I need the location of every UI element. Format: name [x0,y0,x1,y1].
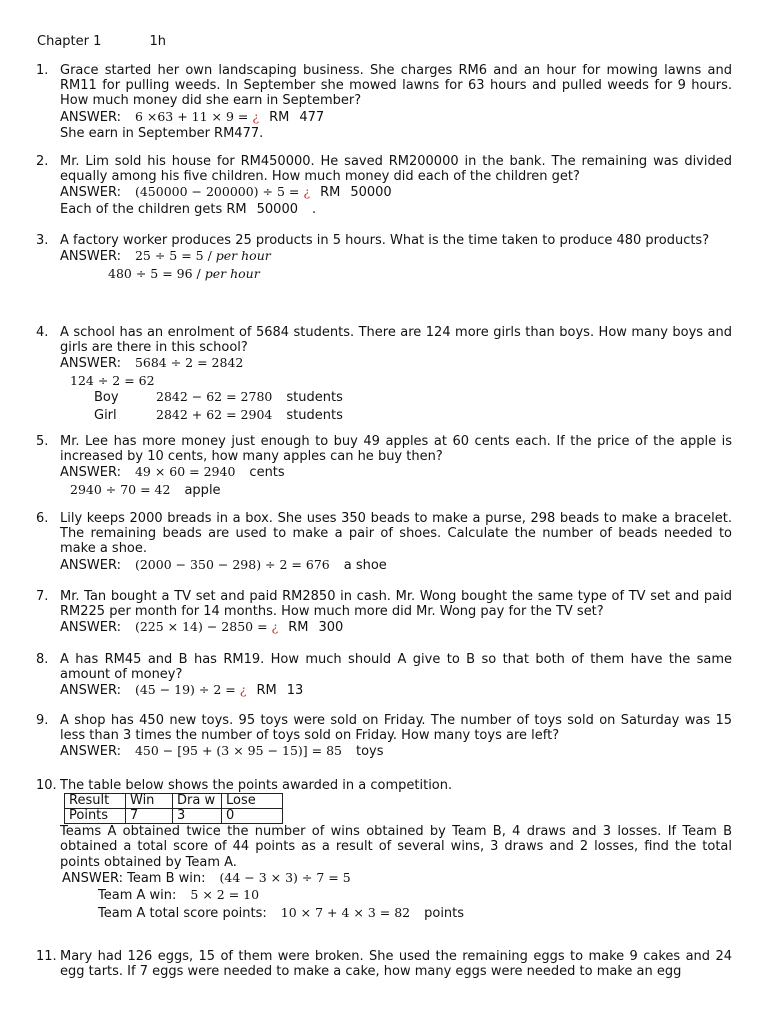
question-9 [36,713,732,761]
points-table [64,793,283,824]
answer-expression: 2940 ÷ 70 = 42 [70,481,171,497]
question-number: 3. [36,233,49,248]
question-number: 11. [36,949,57,964]
answer-label: ANSWER: [60,683,121,699]
question-text-continued: Teams A obtained twice the number of wins obtained by Team B, 4 draws and 3 losses. If Team B obtained a total score of 44 points as a result of several wins, 3 draws and 2 losses, find the total points obtained by Team A. [60,824,732,870]
question-number: 2. [36,154,49,169]
table-header-cell: Win [126,794,173,809]
answer-expression: 5 × 2 = 10 [190,887,260,903]
question-text: A has RM45 and B has RM19. How much should A give to B so that both of them have the same amount of money? [60,652,732,683]
question-number: 5. [36,434,49,449]
answer-expression: 49 × 60 = 2940 [134,464,236,480]
answer-glyph: ¿ [303,184,311,200]
conclusion-text: Each of the children gets RM [60,201,247,217]
answer-expression: (2000 − 350 − 298) ÷ 2 = 676 [134,556,330,572]
boy-unit: students [286,390,343,406]
question-number: 6. [36,511,49,526]
answer-label: Team A win: [98,888,177,904]
table-header-cell: Dra w [173,794,222,809]
answer-rate-unit: per hour [215,248,271,264]
answer-unit: cents [249,465,285,481]
question-text: Mary had 126 eggs, 15 of them were broken. She used the remaining eggs to make 9 cakes and 24 egg tarts. If 7 eggs were needed to make a cake, how many eggs were needed to make an egg [60,949,732,980]
question-text: A factory worker produces 25 products in 5 hours. What is the time taken to produce 480 products? [60,233,710,248]
question-text: Mr. Tan bought a TV set and paid RM2850 in cash. Mr. Wong bought the same type of TV set and paid RM225 per month for 14 months. How much more did Mr. Wong pay for the TV set? [60,589,732,620]
conclusion-value: 50000 [256,201,298,217]
answer-label: ANSWER: Team B win: [62,870,206,886]
answer-label: ANSWER: [60,185,121,201]
question-text: Grace started her own landscaping business. She charges RM6 and an hour for mowing lawns and RM11 for pulling weeds. In September she mowed lawns for 63 hours and pulled weeds for 9 hours. How much money did she earn in September? [60,63,732,109]
question-3 [36,233,732,283]
answer-expression: (450000 − 200000) ÷ 5 = [134,184,304,200]
answer-line [60,355,732,373]
girl-expression: 2842 + 62 = 2904 [156,406,273,422]
answer-unit: toys [356,744,384,760]
question-2 [36,154,732,218]
answer-expression: (225 × 14) − 2850 = [134,619,272,635]
question-text: A school has an enrolment of 5684 students. There are 124 more girls than boys. How many boys and girls are there in this school? [60,325,732,356]
answer-line-2: 124 ÷ 2 = 62 [70,372,155,388]
answer-expression: 450 − [95 + (3 × 95 − 15)] = 85 [134,743,342,759]
answer-label: ANSWER: [60,465,121,481]
table-header-cell: Result [65,794,126,809]
answer-value: 50000 [350,185,392,201]
question-number: 9. [36,713,49,728]
answer-value: 300 [318,620,344,636]
answer-glyph: ¿ [271,619,279,635]
table-cell: 3 [173,809,222,824]
question-6 [36,511,732,574]
answer-value: 477 [299,109,325,125]
answer-label: ANSWER: [60,249,121,265]
answer-line [60,619,732,637]
answer-glyph: ¿ [239,682,247,698]
answer-unit: RM [269,109,290,125]
table-row-label: Points [65,809,126,824]
answer-unit: apple [184,482,221,498]
table-cell: 7 [126,809,173,824]
answer-unit: points [424,905,465,921]
table-header-row [65,794,283,809]
question-number: 7. [36,589,49,604]
answer-line [60,464,732,482]
answer-line [60,184,732,202]
answer-rate-unit: per hour [204,265,260,281]
answer-line [60,109,732,127]
answer-line [62,870,732,888]
conclusion-period: . [311,201,317,217]
table-cell: 0 [222,809,283,824]
time-allotted: 1h [149,34,167,49]
boy-result-line [94,389,732,407]
answer-label: ANSWER: [60,109,121,125]
answer-line-3 [98,905,732,923]
answer-unit: RM [256,683,277,699]
boy-label: Boy [94,390,119,406]
answer-expression: 480 ÷ 5 = 96 / [108,265,205,281]
answer-label: ANSWER: [60,557,121,573]
answer-conclusion: She earn in September RM477. [60,126,264,142]
answer-value: 13 [286,683,304,699]
girl-result-line [94,407,732,425]
answer-conclusion [60,202,732,219]
girl-unit: students [286,407,343,423]
question-text: Mr. Lim sold his house for RM450000. He saved RM200000 in the bank. The remaining was divided equally among his five children. How much money did each of the children get? [60,154,732,185]
table-row [65,809,283,824]
chapter-title: Chapter 1 [37,34,102,49]
answer-expression: 6 ×63 + 11 × 9 = [134,108,253,124]
answer-line [60,557,732,575]
answer-line-2 [70,482,732,500]
answer-line-2 [108,266,732,284]
answer-label: ANSWER: [60,356,121,372]
question-11 [36,949,732,979]
question-number: 8. [36,652,49,667]
answer-unit: a shoe [343,557,387,573]
answer-expression: (45 − 19) ÷ 2 = [134,682,240,698]
question-text: Lily keeps 2000 breads in a box. She uses 350 beads to make a purse, 298 beads to make a bracelet. The remaining beads are used to make a pair of shoes. Calculate the number of beads needed to make a shoe. [60,511,732,557]
page-header [37,34,166,49]
question-text: A shop has 450 new toys. 95 toys were sold on Friday. The number of toys sold on Saturday was 15 less than 3 times the number of toys sold on Friday. How many toys are left? [60,713,732,744]
boy-expression: 2842 − 62 = 2780 [156,389,273,405]
answer-unit: RM [320,185,341,201]
question-8 [36,652,732,700]
answer-line [60,682,732,700]
question-10 [36,778,732,922]
question-number: 10. [36,778,57,793]
question-text: Mr. Lee has more money just enough to buy 49 apples at 60 cents each. If the price of the apple is increased by 10 cents, how many apples can he buy then? [60,434,732,465]
table-header-cell: Lose [222,794,283,809]
question-number: 1. [36,63,49,78]
answer-glyph: ¿ [252,108,260,124]
question-1 [36,63,732,143]
question-7 [36,589,732,637]
question-number: 4. [36,325,49,340]
answer-expression: (44 − 3 × 3) ÷ 7 = 5 [219,869,351,885]
answer-line [60,743,732,761]
girl-label: Girl [94,407,117,423]
answer-expression: 5684 ÷ 2 = 2842 [134,355,244,371]
answer-label: ANSWER: [60,620,121,636]
answer-line [60,248,732,266]
answer-label: Team A total score points: [98,905,267,921]
answer-line-2 [98,887,732,905]
answer-expression: 25 ÷ 5 = 5 / [134,248,216,264]
question-text: The table below shows the points awarded in a competition. [60,778,453,793]
answer-unit: RM [288,620,309,636]
answer-expression: 10 × 7 + 4 × 3 = 82 [280,904,411,920]
answer-label: ANSWER: [60,744,121,760]
question-4 [36,325,732,424]
question-5 [36,434,732,499]
